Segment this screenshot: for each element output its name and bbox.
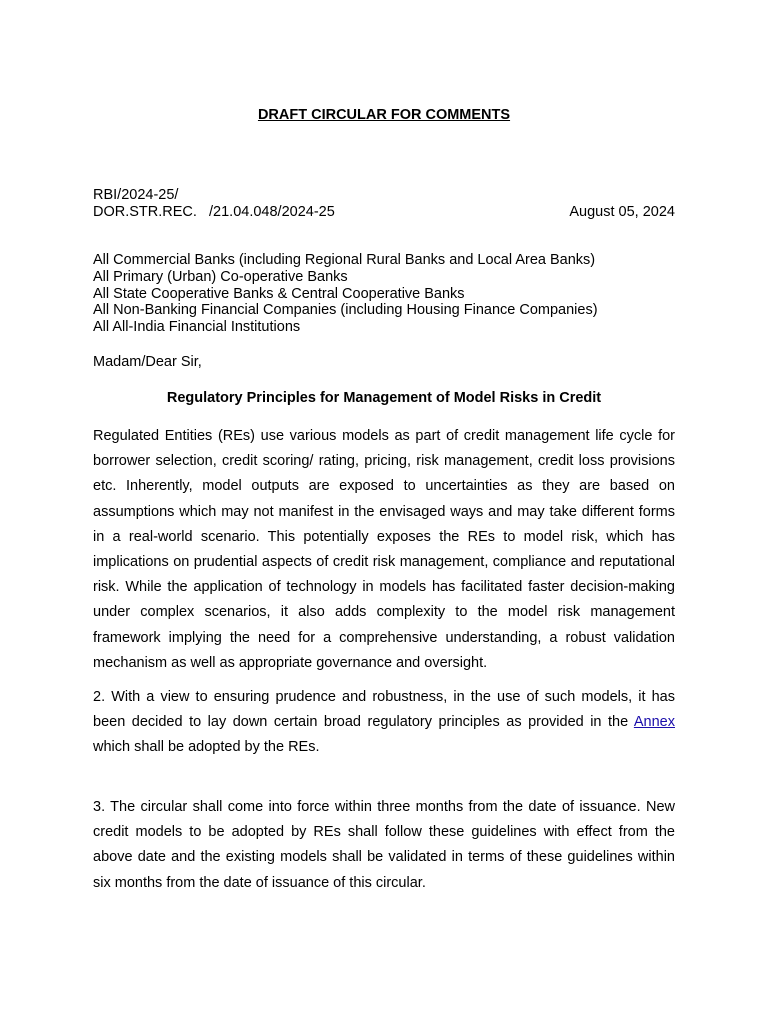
addressee-item: All Commercial Banks (including Regional Rural Banks and Local Area Banks) bbox=[93, 252, 596, 268]
paragraph-2-text: 2. With a view to ensuring prudence and robustness, in the use of such models, it has been decided to lay down certain broad regulatory principles as provided in the bbox=[93, 689, 675, 731]
paragraph-2 bbox=[93, 685, 675, 761]
addressee-item: All State Cooperative Banks & Central Cooperative Banks bbox=[93, 285, 465, 302]
subject-heading: Regulatory Principles for Management of Model Risks in Credit bbox=[166, 390, 602, 406]
reference-line-1: RBI/2024-25/ bbox=[93, 187, 179, 203]
addressee-list bbox=[93, 252, 675, 336]
paragraph-2-text-end: which shall be adopted by the REs. bbox=[93, 739, 320, 756]
reference-row bbox=[93, 204, 675, 221]
circular-date: August 05, 2024 bbox=[569, 204, 675, 220]
paragraph-3: 3. The circular shall come into force within three months from the date of issuance. New credit models to be adopted by REs shall follow these guidelines with effect from the above date and the existing models shall be validated in terms of these guidelines within six months from the date of issuance of this circular. bbox=[93, 799, 675, 891]
addressee-item: All Primary (Urban) Co-operative Banks bbox=[93, 268, 348, 285]
paragraph-1: Regulated Entities (REs) use various models as part of credit management life cycle for borrower selection, credit scoring/ rating, pricing, risk management, credit loss provisions etc. Inherently, model outputs are exposed to uncertainties as they are based on assumptions which may not manifest in the envisaged ways and may take different forms in a real-world scenario. This potentially exposes the REs to model risk, which has implications on prudential aspects of credit risk management, compliance and reputational risk. While the application of technology in models has facilitated faster decision-making under complex scenarios, it also adds complexity to the model risk management framework implying the need for a comprehensive understanding, a robust validation mechanism as well as appropriate governance and oversight. bbox=[93, 428, 675, 671]
document-title: DRAFT CIRCULAR FOR COMMENTS bbox=[257, 107, 511, 123]
salutation: Madam/Dear Sir, bbox=[93, 354, 202, 370]
addressee-item: All All-India Financial Institutions bbox=[93, 319, 301, 336]
reference-block bbox=[93, 187, 675, 221]
addressee-item: All Non-Banking Financial Companies (including Housing Finance Companies) bbox=[93, 302, 598, 319]
annex-link[interactable]: Annex bbox=[633, 714, 675, 731]
reference-number: DOR.STR.REC. /21.04.048/2024-25 bbox=[93, 204, 335, 220]
